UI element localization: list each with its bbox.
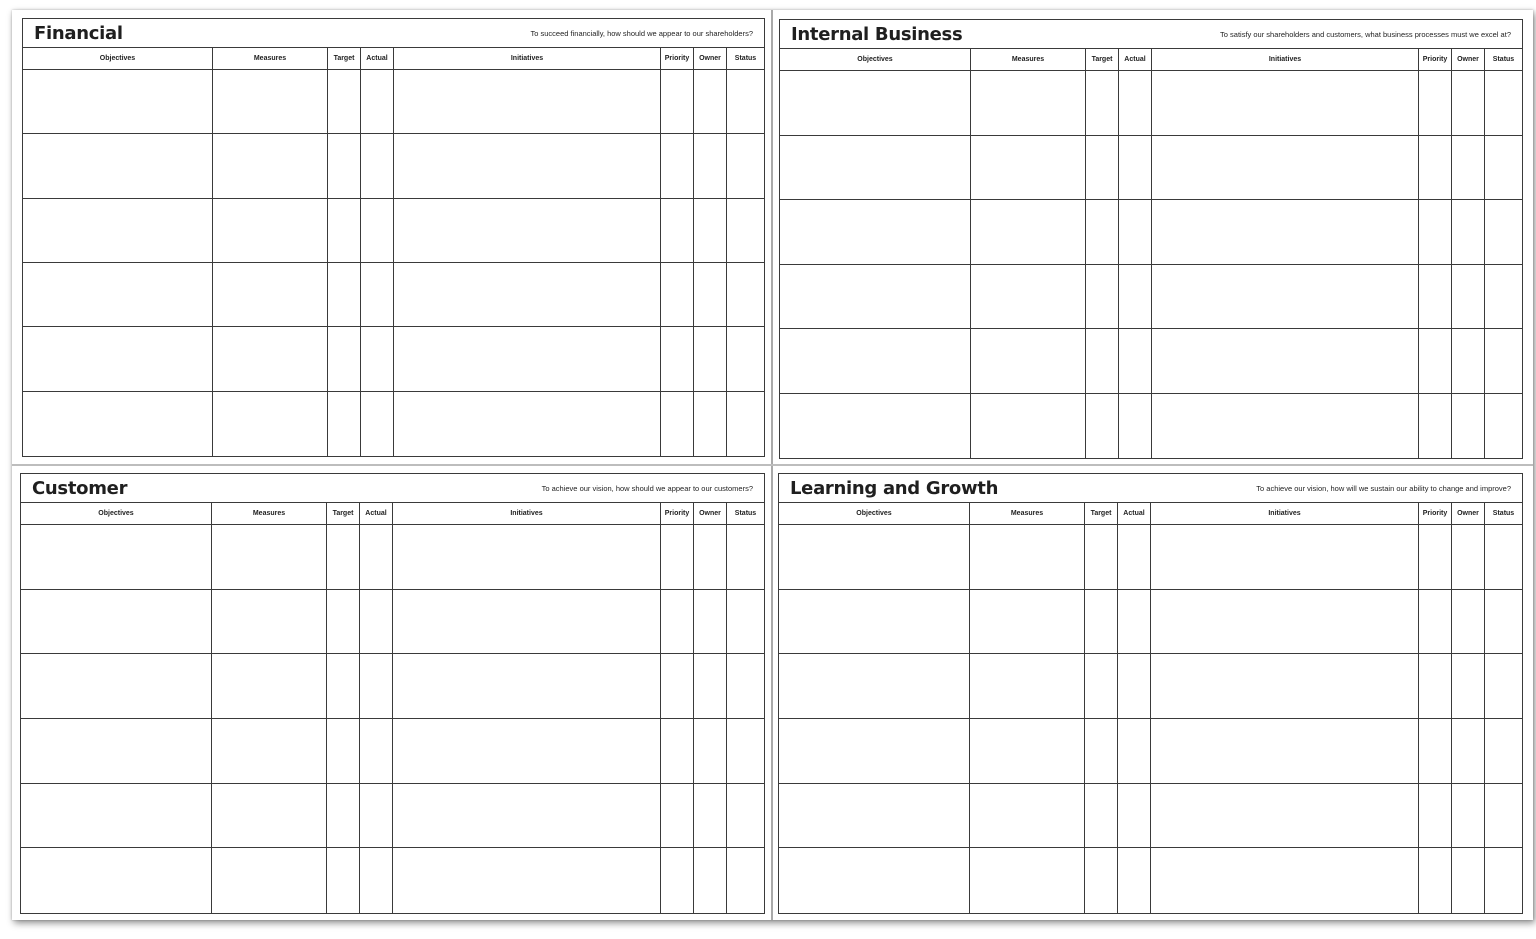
table-cell <box>971 136 1086 201</box>
quadrant-question: To satisfy our shareholders and customers, what business processes must we excel at? <box>1220 29 1511 39</box>
column-header: Owner <box>1452 503 1485 525</box>
table-cell <box>328 70 361 134</box>
table-cell <box>1419 136 1452 201</box>
table-cell <box>1419 784 1452 849</box>
table-cell <box>970 719 1085 784</box>
column-header: Measures <box>212 503 327 525</box>
table-cell <box>661 784 694 849</box>
table-cell <box>1151 590 1419 655</box>
table-cell <box>661 134 694 198</box>
table-cell <box>213 70 328 134</box>
table-cell <box>1485 329 1522 394</box>
table-cell <box>780 71 971 136</box>
table-cell <box>21 784 212 849</box>
table-cell <box>1419 394 1452 459</box>
table-cell <box>212 784 327 849</box>
table-cell <box>1152 200 1419 265</box>
table-cell <box>1152 329 1419 394</box>
table-cell <box>21 590 212 655</box>
table-cell <box>394 70 661 134</box>
quadrant-financial <box>22 18 765 457</box>
table-cell <box>1118 784 1151 849</box>
table-cell <box>327 654 360 719</box>
table-cell <box>1452 654 1485 719</box>
column-header: Measures <box>971 49 1086 71</box>
table-cell <box>1419 200 1452 265</box>
table-cell <box>328 134 361 198</box>
table-cell <box>1452 136 1485 201</box>
table-cell <box>1119 265 1152 330</box>
quadrant-question: To achieve our vision, how should we appear to our customers? <box>541 483 753 493</box>
table-cell <box>727 199 764 263</box>
table-cell <box>1452 265 1485 330</box>
table-cell <box>727 327 764 391</box>
table-cell <box>1118 525 1151 590</box>
column-header: Target <box>327 503 360 525</box>
table-cell <box>1452 719 1485 784</box>
column-header: Initiatives <box>1151 503 1419 525</box>
table-cell <box>694 70 727 134</box>
column-header: Actual <box>361 48 394 70</box>
quadrant-title: Financial <box>34 22 123 44</box>
table-cell <box>1152 265 1419 330</box>
table-cell <box>779 654 970 719</box>
table-cell <box>1485 394 1522 459</box>
table-cell <box>970 654 1085 719</box>
table-cell <box>394 327 661 391</box>
table-cell <box>1085 719 1118 784</box>
table-cell <box>1485 719 1522 784</box>
table-cell <box>1119 71 1152 136</box>
table-cell <box>1452 590 1485 655</box>
table-cell <box>1119 200 1152 265</box>
quadrant-internal-business <box>779 19 1523 459</box>
table-cell <box>661 263 694 327</box>
table-cell <box>1419 525 1452 590</box>
table-cell <box>1119 329 1152 394</box>
table-cell <box>970 590 1085 655</box>
table-cell <box>1485 784 1522 849</box>
table-cell <box>779 848 970 913</box>
table-cell <box>328 392 361 456</box>
table-cell <box>779 525 970 590</box>
table-cell <box>213 199 328 263</box>
table-cell <box>694 525 727 590</box>
column-header: Owner <box>694 48 727 70</box>
table-cell <box>1452 525 1485 590</box>
table-cell <box>727 654 764 719</box>
table-cell <box>971 265 1086 330</box>
column-header: Status <box>1485 503 1522 525</box>
table-cell <box>328 327 361 391</box>
quadrant-question: To succeed financially, how should we appear to our shareholders? <box>530 28 753 38</box>
table-cell <box>394 392 661 456</box>
table-cell <box>1419 590 1452 655</box>
table-cell <box>661 199 694 263</box>
table-cell <box>1485 654 1522 719</box>
column-header: Status <box>727 48 764 70</box>
column-header: Priority <box>661 503 694 525</box>
table-cell <box>394 199 661 263</box>
table-cell <box>327 719 360 784</box>
table-cell <box>23 392 213 456</box>
scorecard-table <box>21 503 764 913</box>
table-cell <box>727 134 764 198</box>
table-cell <box>212 719 327 784</box>
table-cell <box>213 327 328 391</box>
table-cell <box>360 590 393 655</box>
column-header: Objectives <box>779 503 970 525</box>
table-cell <box>393 590 661 655</box>
quadrant-header <box>780 20 1522 49</box>
table-cell <box>361 70 394 134</box>
table-cell <box>1419 329 1452 394</box>
table-cell <box>1086 329 1119 394</box>
table-cell <box>361 327 394 391</box>
table-cell <box>327 525 360 590</box>
table-cell <box>23 70 213 134</box>
table-cell <box>694 134 727 198</box>
table-cell <box>780 136 971 201</box>
table-cell <box>1151 784 1419 849</box>
table-cell <box>23 134 213 198</box>
table-cell <box>1085 525 1118 590</box>
quadrant-header <box>779 474 1522 503</box>
table-cell <box>970 848 1085 913</box>
table-cell <box>661 590 694 655</box>
table-cell <box>361 263 394 327</box>
table-cell <box>1452 200 1485 265</box>
table-cell <box>1086 200 1119 265</box>
table-cell <box>360 654 393 719</box>
table-cell <box>970 525 1085 590</box>
table-cell <box>328 263 361 327</box>
table-cell <box>1485 200 1522 265</box>
table-cell <box>1151 848 1419 913</box>
table-cell <box>1419 848 1452 913</box>
table-cell <box>1485 136 1522 201</box>
column-header: Initiatives <box>1152 49 1419 71</box>
table-cell <box>21 654 212 719</box>
table-cell <box>661 525 694 590</box>
table-cell <box>1152 394 1419 459</box>
table-cell <box>780 200 971 265</box>
table-cell <box>1151 719 1419 784</box>
column-header: Objectives <box>23 48 213 70</box>
table-cell <box>661 654 694 719</box>
table-cell <box>23 199 213 263</box>
table-cell <box>360 784 393 849</box>
table-cell <box>661 70 694 134</box>
table-cell <box>1118 590 1151 655</box>
table-cell <box>694 263 727 327</box>
table-cell <box>1152 71 1419 136</box>
column-header: Actual <box>1119 49 1152 71</box>
table-cell <box>780 394 971 459</box>
table-cell <box>393 848 661 913</box>
table-cell <box>360 848 393 913</box>
quadrant-customer <box>20 473 765 914</box>
table-cell <box>1118 848 1151 913</box>
column-header: Priority <box>661 48 694 70</box>
table-cell <box>1485 590 1522 655</box>
table-cell <box>661 848 694 913</box>
table-cell <box>694 848 727 913</box>
table-cell <box>212 525 327 590</box>
table-cell <box>661 719 694 784</box>
table-cell <box>779 719 970 784</box>
table-cell <box>394 134 661 198</box>
column-header: Priority <box>1419 49 1452 71</box>
table-cell <box>1085 784 1118 849</box>
table-cell <box>327 784 360 849</box>
table-cell <box>694 199 727 263</box>
table-cell <box>1152 136 1419 201</box>
column-header: Target <box>328 48 361 70</box>
table-cell <box>361 392 394 456</box>
table-cell <box>694 392 727 456</box>
table-cell <box>213 392 328 456</box>
table-cell <box>971 71 1086 136</box>
table-cell <box>1085 590 1118 655</box>
table-cell <box>212 590 327 655</box>
table-cell <box>213 263 328 327</box>
table-cell <box>361 199 394 263</box>
table-cell <box>1419 654 1452 719</box>
scorecard-table <box>779 503 1522 913</box>
table-cell <box>694 719 727 784</box>
table-cell <box>779 784 970 849</box>
table-cell <box>361 134 394 198</box>
column-header: Target <box>1086 49 1119 71</box>
table-cell <box>394 263 661 327</box>
table-cell <box>23 327 213 391</box>
table-cell <box>1485 265 1522 330</box>
table-cell <box>360 525 393 590</box>
table-cell <box>727 392 764 456</box>
table-cell <box>1118 719 1151 784</box>
table-cell <box>727 525 764 590</box>
table-cell <box>727 848 764 913</box>
scorecard-table <box>780 49 1522 458</box>
column-header: Measures <box>213 48 328 70</box>
table-cell <box>213 134 328 198</box>
quadrant-title: Learning and Growth <box>790 477 999 499</box>
table-cell <box>971 394 1086 459</box>
table-cell <box>21 848 212 913</box>
column-header: Measures <box>970 503 1085 525</box>
table-cell <box>1452 784 1485 849</box>
quadrant-header <box>21 474 764 503</box>
column-header: Target <box>1085 503 1118 525</box>
table-cell <box>1119 394 1152 459</box>
table-cell <box>212 654 327 719</box>
table-cell <box>694 654 727 719</box>
table-cell <box>1119 136 1152 201</box>
column-header: Owner <box>694 503 727 525</box>
table-cell <box>694 590 727 655</box>
table-cell <box>727 590 764 655</box>
table-cell <box>1086 394 1119 459</box>
table-cell <box>360 719 393 784</box>
table-cell <box>393 719 661 784</box>
table-cell <box>23 263 213 327</box>
table-cell <box>393 784 661 849</box>
table-cell <box>661 327 694 391</box>
table-cell <box>727 263 764 327</box>
table-cell <box>727 70 764 134</box>
quadrant-header <box>23 19 764 48</box>
table-cell <box>780 329 971 394</box>
table-cell <box>21 525 212 590</box>
table-cell <box>1452 394 1485 459</box>
table-cell <box>393 525 661 590</box>
table-cell <box>661 392 694 456</box>
table-cell <box>1118 654 1151 719</box>
table-cell <box>212 848 327 913</box>
table-cell <box>1452 848 1485 913</box>
table-cell <box>1085 654 1118 719</box>
table-cell <box>1086 265 1119 330</box>
table-cell <box>328 199 361 263</box>
quadrant-learning-and-growth <box>778 473 1523 914</box>
table-cell <box>779 590 970 655</box>
table-cell <box>327 848 360 913</box>
column-header: Initiatives <box>393 503 661 525</box>
table-cell <box>1419 265 1452 330</box>
quadrant-title: Customer <box>32 477 128 499</box>
table-cell <box>1452 71 1485 136</box>
table-cell <box>1485 71 1522 136</box>
column-header: Initiatives <box>394 48 661 70</box>
column-header: Status <box>1485 49 1522 71</box>
table-cell <box>327 590 360 655</box>
table-cell <box>1485 848 1522 913</box>
table-cell <box>21 719 212 784</box>
column-header: Priority <box>1419 503 1452 525</box>
table-cell <box>727 719 764 784</box>
column-header: Actual <box>360 503 393 525</box>
column-header: Objectives <box>780 49 971 71</box>
table-cell <box>1151 654 1419 719</box>
column-header: Status <box>727 503 764 525</box>
scorecard-sheet <box>12 10 1533 920</box>
table-cell <box>1419 71 1452 136</box>
table-cell <box>970 784 1085 849</box>
table-cell <box>1419 719 1452 784</box>
table-cell <box>971 200 1086 265</box>
table-cell <box>1485 525 1522 590</box>
table-cell <box>1086 71 1119 136</box>
table-cell <box>1085 848 1118 913</box>
table-cell <box>780 265 971 330</box>
table-cell <box>1086 136 1119 201</box>
quadrant-question: To achieve our vision, how will we sustain our ability to change and improve? <box>1256 483 1511 493</box>
table-cell <box>1452 329 1485 394</box>
table-cell <box>971 329 1086 394</box>
table-cell <box>694 784 727 849</box>
table-cell <box>1151 525 1419 590</box>
column-header: Actual <box>1118 503 1151 525</box>
table-cell <box>727 784 764 849</box>
column-header: Objectives <box>21 503 212 525</box>
scorecard-table <box>23 48 764 456</box>
quadrant-title: Internal Business <box>791 23 963 45</box>
table-cell <box>694 327 727 391</box>
horizontal-divider <box>12 464 1533 466</box>
table-cell <box>393 654 661 719</box>
column-header: Owner <box>1452 49 1485 71</box>
